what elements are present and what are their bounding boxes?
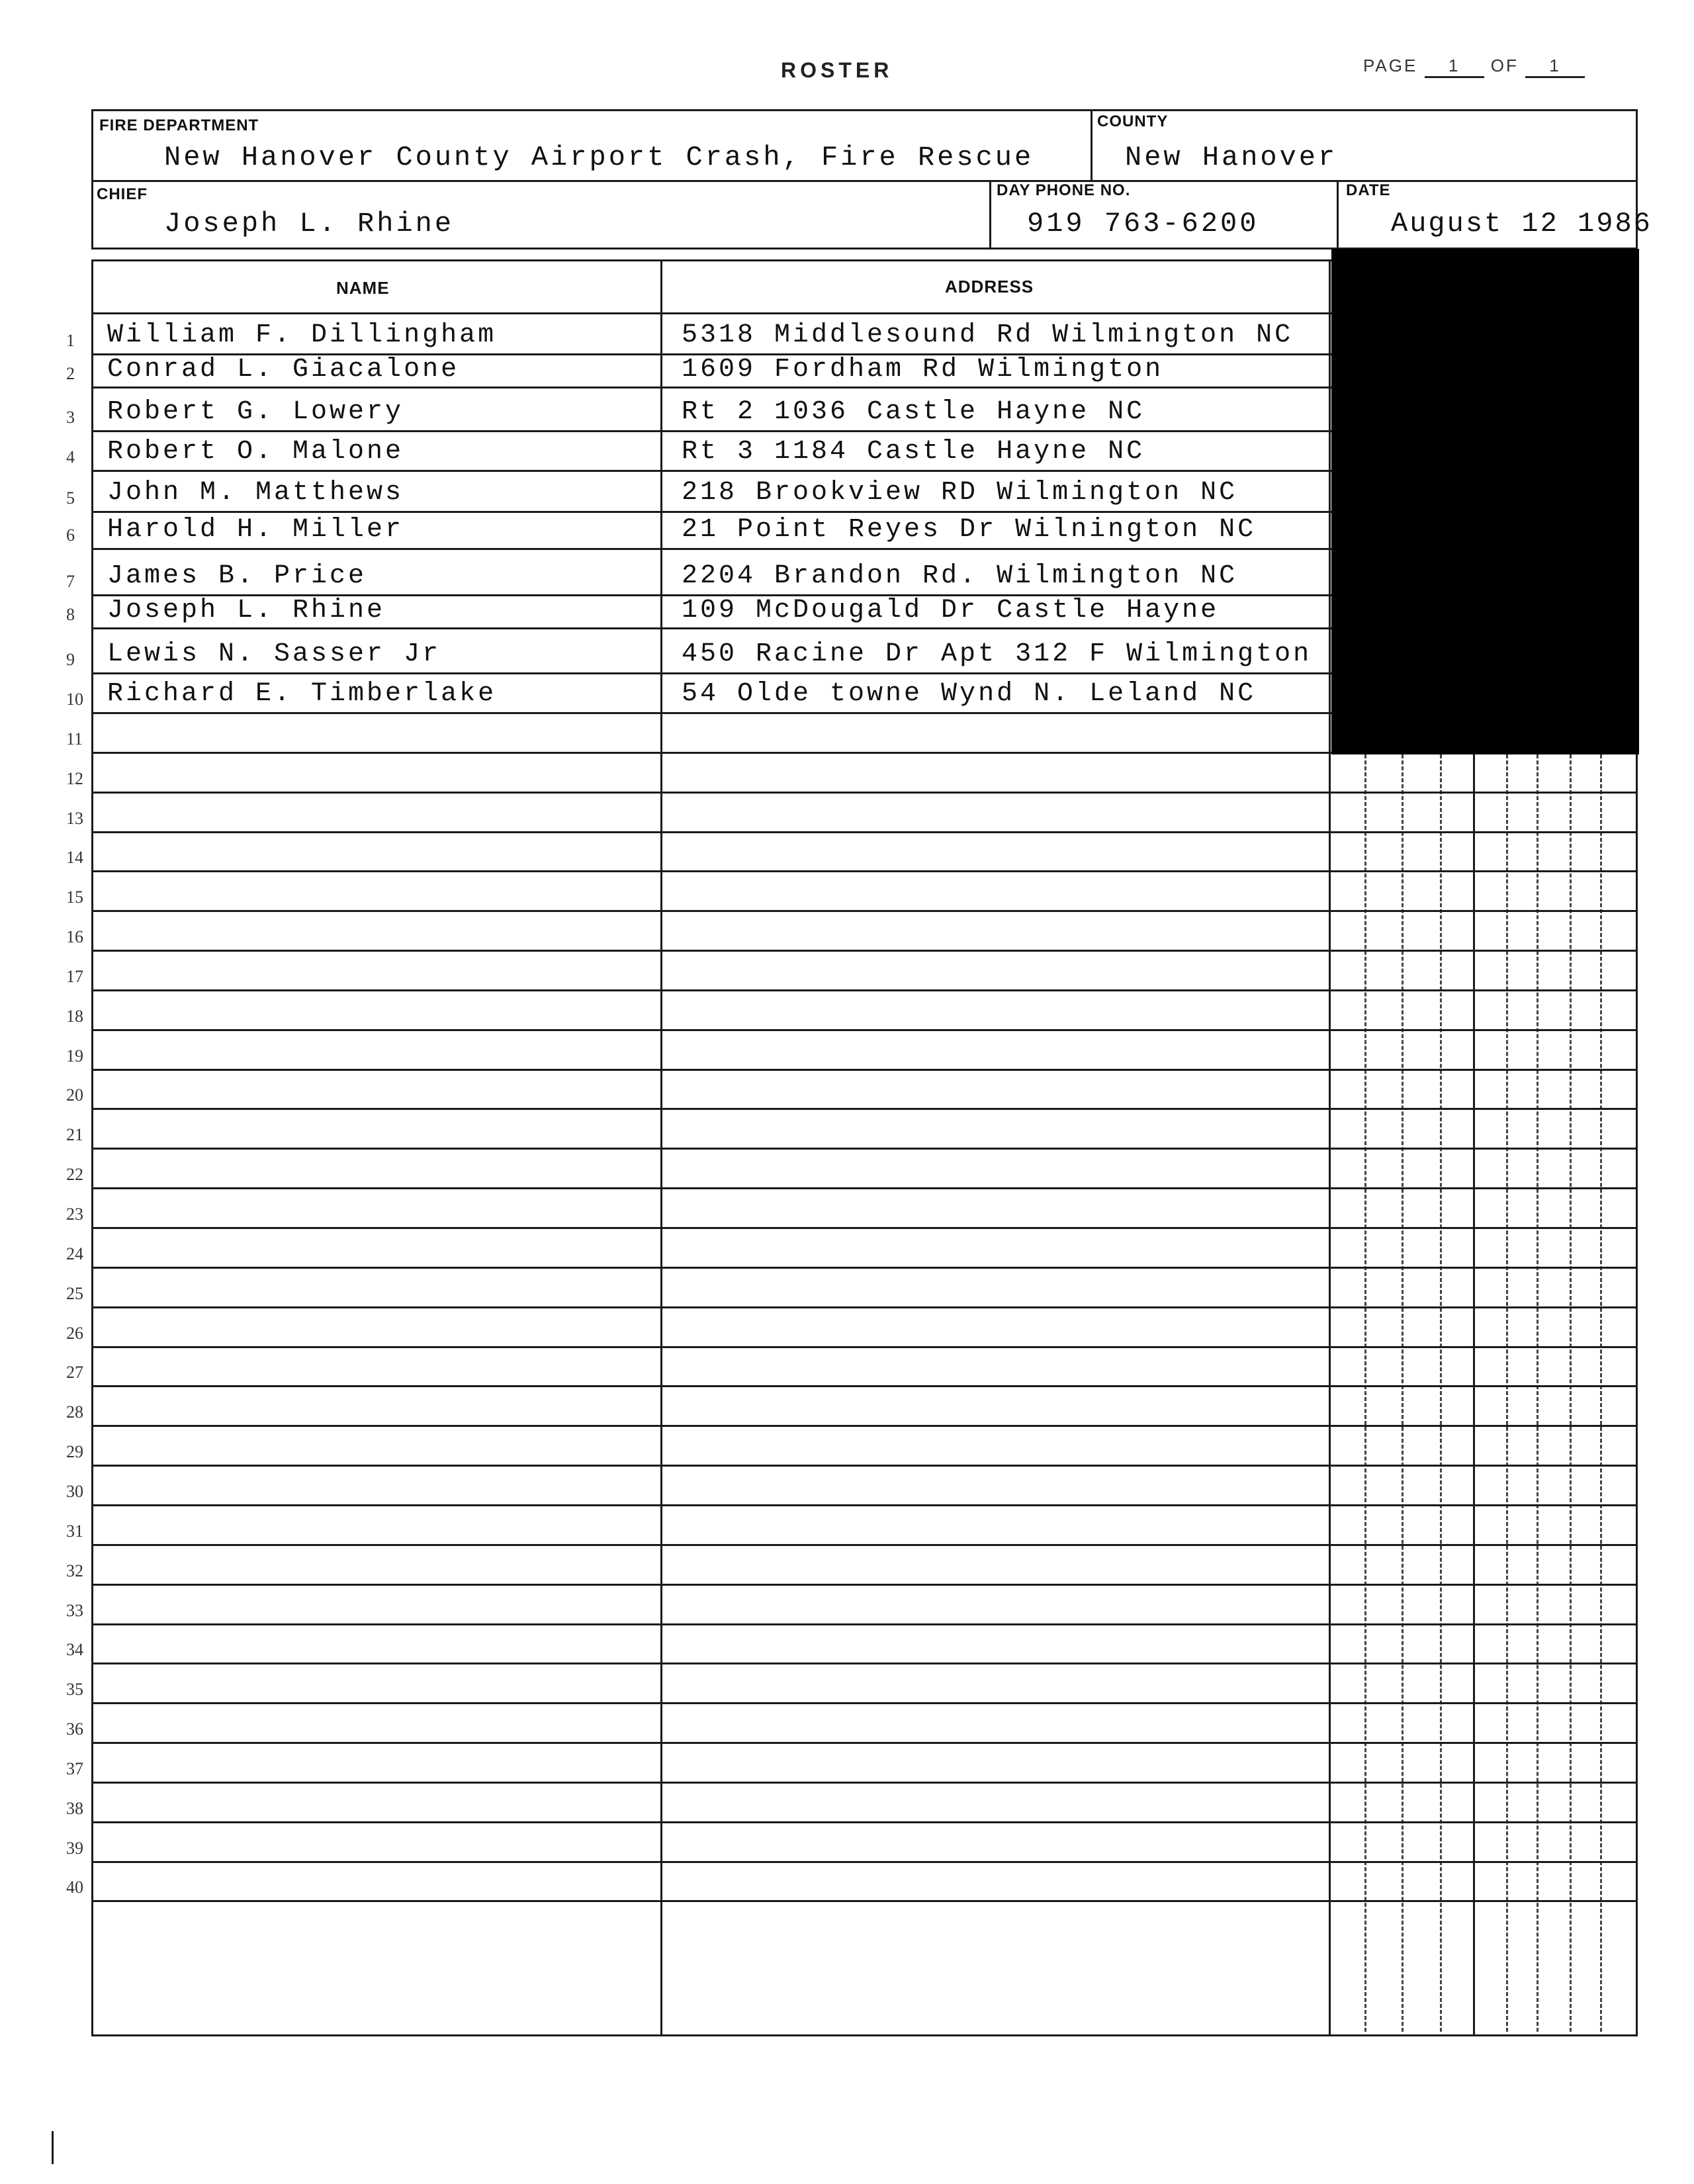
- row-number: 10: [66, 690, 83, 709]
- row-address-cell: 1609 Fordham Rd Wilmington: [682, 355, 1164, 385]
- row-rule: [91, 1900, 1638, 1902]
- row-number: 40: [66, 1878, 83, 1897]
- page-label: PAGE: [1363, 56, 1418, 75]
- fire-department-value: New Hanover County Airport Crash, Fire Rescue: [164, 142, 1034, 173]
- table-row: [0, 951, 1694, 991]
- table-row: [0, 1704, 1694, 1743]
- row-number: 31: [66, 1521, 83, 1541]
- address-column-header: ADDRESS: [945, 277, 1034, 296]
- table-row: [0, 753, 1694, 793]
- row-name-cell: Lewis N. Sasser Jr: [107, 639, 441, 669]
- form-title-text: ROSTER: [781, 58, 893, 82]
- row-address-cell: 5318 Middlesound Rd Wilmington NC: [682, 320, 1294, 350]
- row-number: 7: [66, 572, 75, 591]
- row-number: 2: [66, 364, 75, 383]
- table-row: [0, 1545, 1694, 1585]
- row-number: 23: [66, 1205, 83, 1224]
- table-row: [0, 1625, 1694, 1664]
- row-number: 22: [66, 1165, 83, 1185]
- table-row: [0, 872, 1694, 911]
- date-label: DATE: [1346, 181, 1391, 199]
- row-number: 39: [66, 1838, 83, 1858]
- table-row: [0, 1823, 1694, 1862]
- row-number: 14: [66, 848, 83, 868]
- row-address-cell: 21 Point Reyes Dr Wilnington NC: [682, 515, 1257, 545]
- row-number: 38: [66, 1798, 83, 1818]
- row-number: 21: [66, 1125, 83, 1145]
- row-number: 34: [66, 1640, 83, 1660]
- row-address-cell: Rt 3 1184 Castle Hayne NC: [682, 437, 1145, 467]
- table-row: [0, 1149, 1694, 1189]
- row-number: 37: [66, 1758, 83, 1778]
- table-row: [0, 1070, 1694, 1110]
- table-row: [0, 1585, 1694, 1625]
- row-number: 12: [66, 768, 83, 788]
- row-number: 20: [66, 1085, 83, 1105]
- row-number: 26: [66, 1323, 83, 1343]
- header-divider-horizontal: [91, 180, 1638, 182]
- table-row: [0, 1387, 1694, 1426]
- date-value: August 12 1986: [1391, 208, 1652, 240]
- page-indicator: [1363, 56, 1585, 78]
- table-row: [0, 991, 1694, 1030]
- redaction-block: [1331, 249, 1639, 754]
- table-row: [0, 833, 1694, 872]
- row-name-cell: William F. Dillingham: [107, 320, 497, 350]
- county-value: New Hanover: [1125, 142, 1338, 173]
- row-number: 13: [66, 808, 83, 828]
- row-number: 15: [66, 887, 83, 907]
- of-label: OF: [1490, 56, 1519, 75]
- table-row: [0, 1030, 1694, 1070]
- form-title: [781, 58, 893, 83]
- header-divider-date: [1337, 180, 1339, 250]
- row-number: 35: [66, 1680, 83, 1700]
- row-name-cell: Harold H. Miller: [107, 515, 404, 545]
- row-number: 27: [66, 1363, 83, 1383]
- row-number: 8: [66, 605, 75, 624]
- row-number: 19: [66, 1046, 83, 1066]
- table-row: [0, 911, 1694, 951]
- table-row: [0, 1228, 1694, 1268]
- header-divider-county: [1091, 109, 1092, 181]
- county-label: COUNTY: [1097, 113, 1169, 130]
- table-row: [0, 1506, 1694, 1545]
- name-column-header: NAME: [336, 278, 390, 298]
- table-row: [0, 1743, 1694, 1783]
- row-address-cell: 54 Olde towne Wynd N. Leland NC: [682, 679, 1257, 709]
- chief-value: Joseph L. Rhine: [164, 208, 455, 240]
- row-number: 30: [66, 1481, 83, 1501]
- row-number: 5: [66, 488, 75, 508]
- row-number: 24: [66, 1244, 83, 1263]
- row-address-cell: 2204 Brandon Rd. Wilmington NC: [682, 561, 1238, 591]
- table-row: [0, 1783, 1694, 1823]
- row-number: 3: [66, 408, 75, 427]
- row-number: 36: [66, 1719, 83, 1739]
- left-margin-mark: [52, 2131, 54, 2164]
- page-number: 1: [1425, 56, 1484, 78]
- row-number: 18: [66, 1006, 83, 1026]
- row-number: 29: [66, 1442, 83, 1462]
- row-number: 11: [66, 729, 83, 749]
- row-number: 17: [66, 966, 83, 986]
- page-total: 1: [1525, 56, 1585, 78]
- table-row: [0, 1268, 1694, 1308]
- row-number: 25: [66, 1283, 83, 1303]
- table-row: [0, 1308, 1694, 1347]
- row-address-cell: 450 Racine Dr Apt 312 F Wilmington: [682, 639, 1312, 669]
- fire-department-label: FIRE DEPARTMENT: [99, 116, 259, 134]
- row-name-cell: James B. Price: [107, 561, 367, 591]
- row-name-cell: John M. Matthews: [107, 478, 404, 508]
- table-row: [0, 1426, 1694, 1466]
- row-number: 4: [66, 447, 75, 467]
- table-row: [0, 1110, 1694, 1150]
- row-number: 9: [66, 650, 75, 669]
- row-number: 32: [66, 1561, 83, 1580]
- row-number: 33: [66, 1600, 83, 1620]
- phone-value: 919 763-6200: [1027, 208, 1259, 240]
- row-address-cell: 218 Brookview RD Wilmington NC: [682, 478, 1238, 508]
- table-row: [0, 793, 1694, 833]
- header-divider-phone: [989, 180, 991, 250]
- row-address-cell: 109 McDougald Dr Castle Hayne: [682, 596, 1220, 625]
- row-name-cell: Joseph L. Rhine: [107, 596, 386, 625]
- table-row: [0, 1862, 1694, 1902]
- row-number: 6: [66, 525, 75, 545]
- chief-label: CHIEF: [97, 185, 148, 203]
- table-row: [0, 1189, 1694, 1228]
- row-number: 1: [66, 331, 75, 350]
- row-name-cell: Richard E. Timberlake: [107, 679, 497, 709]
- table-row: [0, 1466, 1694, 1506]
- row-number: 28: [66, 1402, 83, 1422]
- table-row: [0, 1347, 1694, 1387]
- phone-label: DAY PHONE NO.: [997, 181, 1131, 199]
- row-name-cell: Robert G. Lowery: [107, 397, 404, 427]
- row-address-cell: Rt 2 1036 Castle Hayne NC: [682, 397, 1145, 427]
- row-number: 16: [66, 927, 83, 947]
- table-row: [0, 1664, 1694, 1704]
- row-name-cell: Robert O. Malone: [107, 437, 404, 467]
- row-name-cell: Conrad L. Giacalone: [107, 355, 460, 385]
